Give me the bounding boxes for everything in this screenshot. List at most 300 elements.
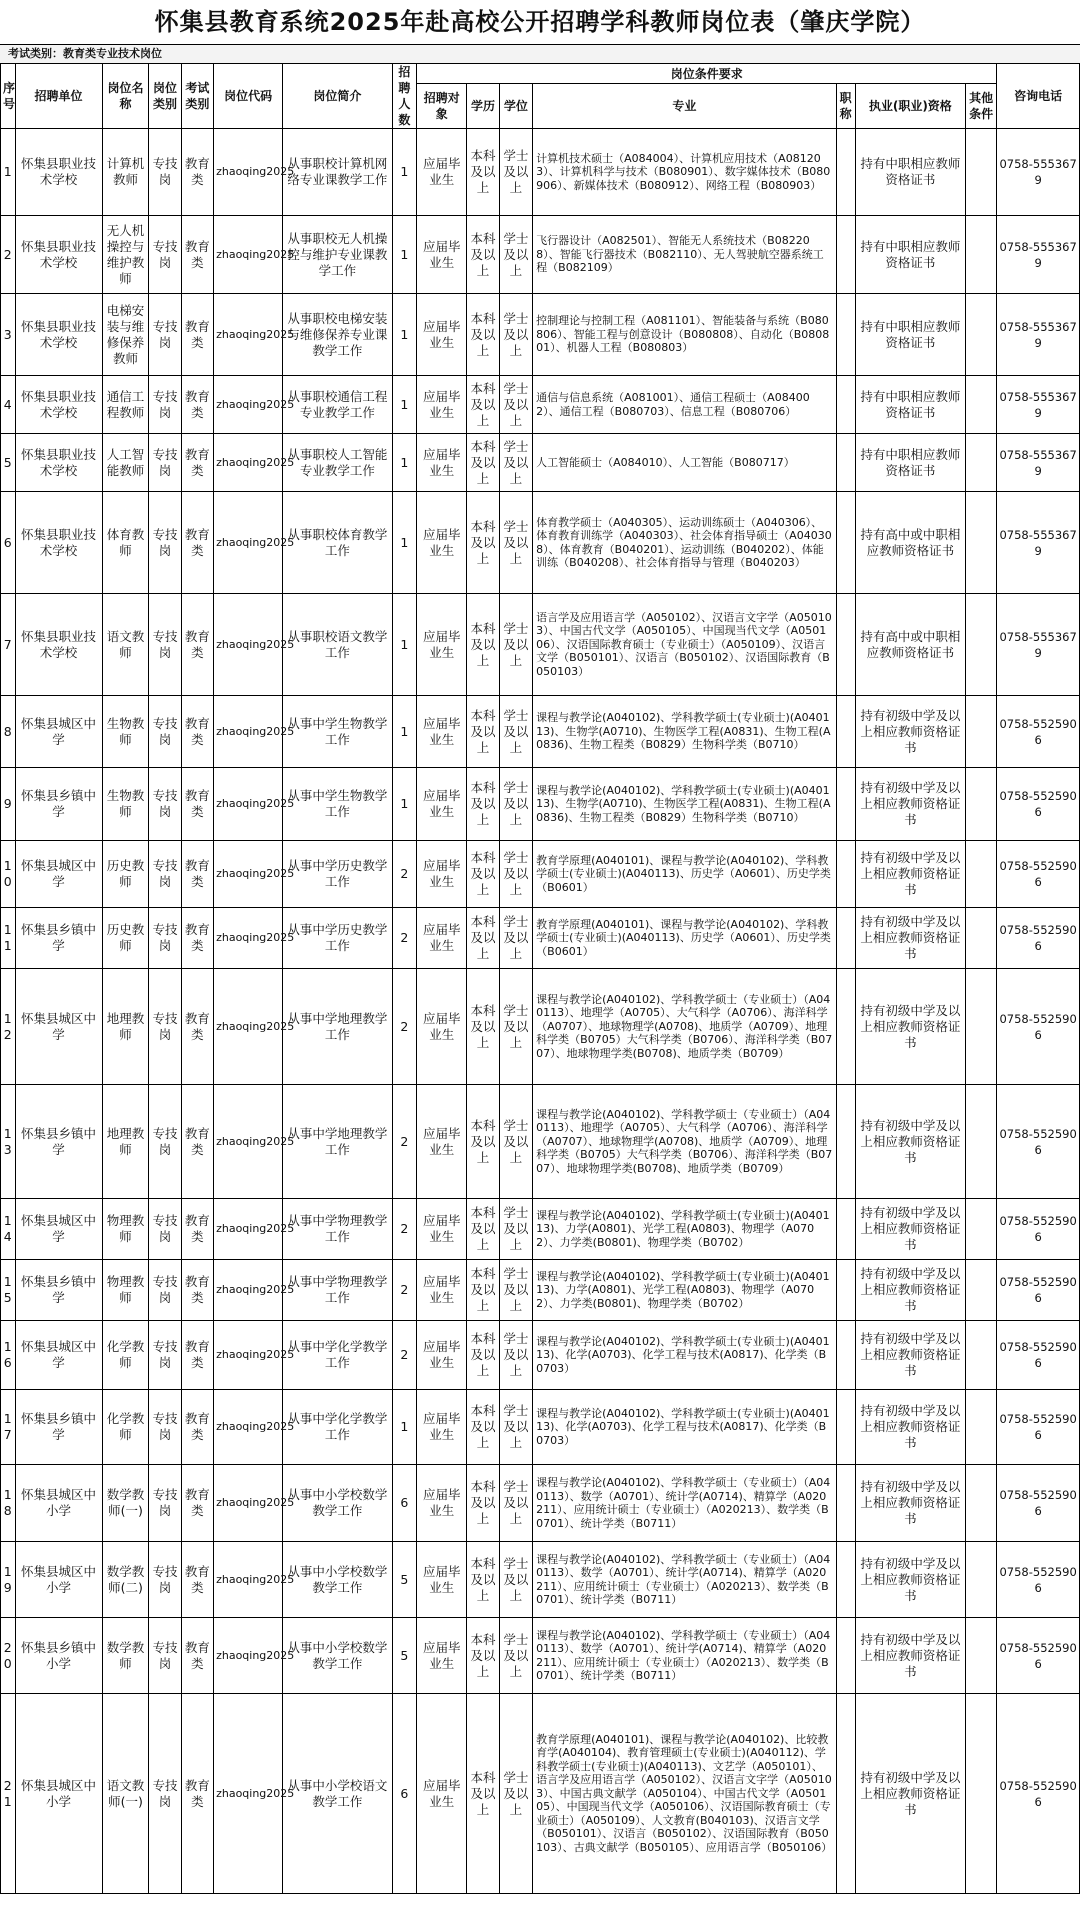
- cell-qual: 持有初级中学及以上相应教师资格证书: [855, 1542, 965, 1618]
- cell-tel: 0758-5553679: [997, 492, 1080, 594]
- cell-target: 应届毕业生: [417, 969, 467, 1085]
- cell-major: 课程与教学论(A040102)、学科教学硕士(专业硕士)(A040113)、生物学(A0710)、生物医学工程(A0831)、生物工程(A0836)、生物工程类（B0829）生物科学类（B0710）: [533, 696, 836, 768]
- cell-target: 应届毕业生: [417, 1085, 467, 1199]
- header-unit: 招聘单位: [15, 64, 102, 129]
- cell-post: 数学教师: [102, 1618, 149, 1694]
- cell-edu: 本科及以上: [467, 908, 499, 969]
- cell-degree: 学士及以上: [499, 434, 532, 492]
- cell-exam: 教育类: [181, 768, 213, 841]
- cell-major: 课程与教学论(A040102)、学科教学硕士（专业硕士）（A040113）、数学（A0701）、统计学(A0714)、精算学（A020211）、应用统计硕士（专业硕士）（A020213）、数学类（B0701）、统计学类（B0711）: [533, 1465, 836, 1542]
- cell-count: 6: [392, 1465, 417, 1542]
- cell-major: 计算机技术硕士（A084004）、计算机应用技术（A081203）、计算机科学与技术（B080901）、数字媒体技术（B080906）、新媒体技术（B080912）、网络工程（B080903）: [533, 129, 836, 216]
- cell-target: 应届毕业生: [417, 1542, 467, 1618]
- cell-edu: 本科及以上: [467, 1260, 499, 1321]
- cell-qual: 持有初级中学及以上相应教师资格证书: [855, 1465, 965, 1542]
- cell-type: 专技岗: [149, 696, 181, 768]
- cell-degree: 学士及以上: [499, 1260, 532, 1321]
- cell-major: 教育学原理(A040101)、课程与教学论(A040102)、学科教学硕士(专业硕士)(A040113)、历史学（A0601）、历史学类（B0601）: [533, 908, 836, 969]
- cell-major: 语言学及应用语言学（A050102）、汉语言文字学（A050103）、中国古代文学（A050105）、中国现当代文学（A050106）、汉语国际教育硕士（专业硕士）（A050109）、汉语言文学（B050101）、汉语言（B050102）、汉语国际教育（B050103）: [533, 594, 836, 696]
- cell-seq: 18: [1, 1465, 16, 1542]
- cell-target: 应届毕业生: [417, 1199, 467, 1260]
- cell-title: [836, 129, 855, 216]
- cell-other: [966, 1618, 997, 1694]
- table-row: [1, 1465, 1080, 1542]
- cell-qual: 持有中职相应教师资格证书: [855, 376, 965, 434]
- cell-other: [966, 129, 997, 216]
- cell-major: 人工智能硕士（A084010）、人工智能（B080717）: [533, 434, 836, 492]
- exam-category: 考试类别：教育类专业技术岗位: [0, 44, 1080, 63]
- cell-other: [966, 1085, 997, 1199]
- cell-exam: 教育类: [181, 594, 213, 696]
- cell-intro: 从事中学化学教学工作: [283, 1390, 392, 1465]
- cell-unit: 怀集县乡镇中学: [15, 1260, 102, 1321]
- cell-degree: 学士及以上: [499, 216, 532, 294]
- table-row: [1, 1390, 1080, 1465]
- cell-intro: 从事职校通信工程专业教学工作: [283, 376, 392, 434]
- cell-unit: 怀集县职业技术学校: [15, 129, 102, 216]
- cell-title: [836, 1199, 855, 1260]
- cell-code: zhaoqing2025: [214, 434, 283, 492]
- cell-post: 历史教师: [102, 908, 149, 969]
- cell-title: [836, 1390, 855, 1465]
- cell-tel: 0758-5553679: [997, 594, 1080, 696]
- cell-degree: 学士及以上: [499, 594, 532, 696]
- cell-other: [966, 1542, 997, 1618]
- cell-tel: 0758-5553679: [997, 216, 1080, 294]
- table-row: [1, 969, 1080, 1085]
- cell-title: [836, 216, 855, 294]
- cell-seq: 15: [1, 1260, 16, 1321]
- cell-code: zhaoqing2025: [214, 1260, 283, 1321]
- cell-intro: 从事职校电梯安装与维修保养专业课教学工作: [283, 294, 392, 376]
- cell-intro: 从事中学化学教学工作: [283, 1321, 392, 1390]
- cell-seq: 5: [1, 434, 16, 492]
- cell-exam: 教育类: [181, 492, 213, 594]
- cell-qual: 持有初级中学及以上相应教师资格证书: [855, 1618, 965, 1694]
- cell-edu: 本科及以上: [467, 1542, 499, 1618]
- cell-seq: 16: [1, 1321, 16, 1390]
- cell-qual: 持有初级中学及以上相应教师资格证书: [855, 1199, 965, 1260]
- cell-code: zhaoqing2025: [214, 594, 283, 696]
- cell-edu: 本科及以上: [467, 1390, 499, 1465]
- cell-title: [836, 1321, 855, 1390]
- cell-code: zhaoqing2025: [214, 1321, 283, 1390]
- cell-qual: 持有初级中学及以上相应教师资格证书: [855, 1694, 965, 1894]
- cell-edu: 本科及以上: [467, 1618, 499, 1694]
- cell-other: [966, 594, 997, 696]
- cell-degree: 学士及以上: [499, 1085, 532, 1199]
- cell-edu: 本科及以上: [467, 1694, 499, 1894]
- cell-type: 专技岗: [149, 1260, 181, 1321]
- cell-intro: 从事职校语文教学工作: [283, 594, 392, 696]
- cell-exam: 教育类: [181, 1694, 213, 1894]
- cell-edu: 本科及以上: [467, 969, 499, 1085]
- cell-post: 生物教师: [102, 768, 149, 841]
- cell-other: [966, 216, 997, 294]
- cell-exam: 教育类: [181, 1542, 213, 1618]
- cell-count: 2: [392, 1085, 417, 1199]
- cell-type: 专技岗: [149, 594, 181, 696]
- cell-unit: 怀集县城区中小学: [15, 1465, 102, 1542]
- cell-post: 电梯安装与维修保养教师: [102, 294, 149, 376]
- cell-target: 应届毕业生: [417, 841, 467, 908]
- cell-intro: 从事职校体育教学工作: [283, 492, 392, 594]
- cell-intro: 从事职校无人机操控与维护专业课教学工作: [283, 216, 392, 294]
- table-row: [1, 434, 1080, 492]
- cell-tel: 0758-5525906: [997, 1321, 1080, 1390]
- table-row: [1, 1694, 1080, 1894]
- cell-post: 数学教师(二): [102, 1542, 149, 1618]
- header-title-req: 职称: [836, 84, 855, 129]
- cell-code: zhaoqing2025: [214, 1390, 283, 1465]
- cell-exam: 教育类: [181, 696, 213, 768]
- cell-qual: 持有中职相应教师资格证书: [855, 216, 965, 294]
- cell-target: 应届毕业生: [417, 1260, 467, 1321]
- cell-tel: 0758-5525906: [997, 1618, 1080, 1694]
- cell-qual: 持有中职相应教师资格证书: [855, 129, 965, 216]
- cell-edu: 本科及以上: [467, 1085, 499, 1199]
- positions-table: [0, 63, 1080, 1894]
- cell-title: [836, 696, 855, 768]
- cell-unit: 怀集县职业技术学校: [15, 492, 102, 594]
- cell-degree: 学士及以上: [499, 1321, 532, 1390]
- header-seq: 序号: [1, 64, 16, 129]
- cell-code: zhaoqing2025: [214, 294, 283, 376]
- cell-count: 1: [392, 696, 417, 768]
- cell-major: 课程与教学论(A040102)、学科教学硕士(专业硕士)(A040113)、力学(A0801)、光学工程(A0803)、物理学（A0702）、力学类(B0801)、物理学类（B0702）: [533, 1260, 836, 1321]
- cell-major: 体育教学硕士（A040305）、运动训练硕士（A040306）、体育教育训练学（A040303）、社会体育指导硕士（A040308）、体育教育（B040201）、运动训练（B040202）、体能训练（B040208）、社会体育指导与管理（B040203）: [533, 492, 836, 594]
- cell-qual: 持有初级中学及以上相应教师资格证书: [855, 841, 965, 908]
- cell-type: 专技岗: [149, 129, 181, 216]
- cell-code: zhaoqing2025: [214, 1085, 283, 1199]
- cell-code: zhaoqing2025: [214, 129, 283, 216]
- cell-type: 专技岗: [149, 294, 181, 376]
- cell-seq: 13: [1, 1085, 16, 1199]
- cell-count: 1: [392, 294, 417, 376]
- cell-post: 物理教师: [102, 1260, 149, 1321]
- table-row: [1, 696, 1080, 768]
- header-exam-type: 考试类别: [181, 64, 213, 129]
- cell-title: [836, 492, 855, 594]
- table-row: [1, 1321, 1080, 1390]
- cell-degree: 学士及以上: [499, 1618, 532, 1694]
- cell-count: 2: [392, 1260, 417, 1321]
- cell-type: 专技岗: [149, 376, 181, 434]
- cell-degree: 学士及以上: [499, 1465, 532, 1542]
- cell-edu: 本科及以上: [467, 1465, 499, 1542]
- cell-type: 专技岗: [149, 434, 181, 492]
- cell-exam: 教育类: [181, 1618, 213, 1694]
- cell-qual: 持有初级中学及以上相应教师资格证书: [855, 768, 965, 841]
- cell-edu: 本科及以上: [467, 1199, 499, 1260]
- cell-post: 无人机操控与维护教师: [102, 216, 149, 294]
- header-major: 专业: [533, 84, 836, 129]
- cell-other: [966, 294, 997, 376]
- cell-type: 专技岗: [149, 1390, 181, 1465]
- cell-intro: 从事职校计算机网络专业课教学工作: [283, 129, 392, 216]
- cell-tel: 0758-5525906: [997, 696, 1080, 768]
- cell-target: 应届毕业生: [417, 434, 467, 492]
- cell-target: 应届毕业生: [417, 1694, 467, 1894]
- cell-other: [966, 696, 997, 768]
- cell-intro: 从事中小学校语文教学工作: [283, 1694, 392, 1894]
- cell-other: [966, 1465, 997, 1542]
- table-row: [1, 841, 1080, 908]
- cell-post: 计算机教师: [102, 129, 149, 216]
- cell-title: [836, 1542, 855, 1618]
- cell-qual: 持有高中或中职相应教师资格证书: [855, 594, 965, 696]
- cell-count: 5: [392, 1618, 417, 1694]
- cell-seq: 14: [1, 1199, 16, 1260]
- cell-tel: 0758-5525906: [997, 1085, 1080, 1199]
- cell-degree: 学士及以上: [499, 969, 532, 1085]
- cell-post: 物理教师: [102, 1199, 149, 1260]
- cell-tel: 0758-5525906: [997, 841, 1080, 908]
- cell-count: 1: [392, 768, 417, 841]
- cell-post: 地理教师: [102, 1085, 149, 1199]
- cell-code: zhaoqing2025: [214, 1694, 283, 1894]
- cell-type: 专技岗: [149, 1085, 181, 1199]
- cell-unit: 怀集县城区中小学: [15, 1542, 102, 1618]
- cell-unit: 怀集县职业技术学校: [15, 294, 102, 376]
- cell-code: zhaoqing2025: [214, 1199, 283, 1260]
- cell-edu: 本科及以上: [467, 434, 499, 492]
- cell-edu: 本科及以上: [467, 841, 499, 908]
- cell-qual: 持有中职相应教师资格证书: [855, 434, 965, 492]
- cell-tel: 0758-5553679: [997, 129, 1080, 216]
- cell-other: [966, 376, 997, 434]
- cell-type: 专技岗: [149, 768, 181, 841]
- cell-post: 化学教师: [102, 1390, 149, 1465]
- cell-qual: 持有高中或中职相应教师资格证书: [855, 492, 965, 594]
- header-other: 其他条件: [966, 84, 997, 129]
- cell-degree: 学士及以上: [499, 1199, 532, 1260]
- cell-post: 地理教师: [102, 969, 149, 1085]
- cell-count: 2: [392, 841, 417, 908]
- cell-exam: 教育类: [181, 434, 213, 492]
- table-row: [1, 376, 1080, 434]
- cell-intro: 从事中小学校数学教学工作: [283, 1542, 392, 1618]
- cell-title: [836, 1465, 855, 1542]
- cell-major: 课程与教学论(A040102)、学科教学硕士(专业硕士)(A040113)、化学(A0703)、化学工程与技术(A0817)、化学类（B0703）: [533, 1321, 836, 1390]
- cell-edu: 本科及以上: [467, 216, 499, 294]
- cell-count: 1: [392, 434, 417, 492]
- cell-intro: 从事中学生物教学工作: [283, 696, 392, 768]
- cell-target: 应届毕业生: [417, 216, 467, 294]
- cell-code: zhaoqing2025: [214, 1465, 283, 1542]
- cell-major: 课程与教学论(A040102)、学科教学硕士(专业硕士)(A040113)、力学(A0801)、光学工程(A0803)、物理学（A0702）、力学类(B0801)、物理学类（B0702）: [533, 1199, 836, 1260]
- cell-exam: 教育类: [181, 1465, 213, 1542]
- cell-exam: 教育类: [181, 376, 213, 434]
- cell-post: 通信工程教师: [102, 376, 149, 434]
- cell-title: [836, 969, 855, 1085]
- cell-seq: 4: [1, 376, 16, 434]
- page-title: 怀集县教育系统2025年赴高校公开招聘学科教师岗位表（肇庆学院）: [154, 8, 926, 36]
- cell-post: 人工智能教师: [102, 434, 149, 492]
- cell-count: 2: [392, 969, 417, 1085]
- table-row: [1, 129, 1080, 216]
- cell-seq: 9: [1, 768, 16, 841]
- cell-degree: 学士及以上: [499, 696, 532, 768]
- cell-title: [836, 1260, 855, 1321]
- cell-unit: 怀集县乡镇中学: [15, 1390, 102, 1465]
- cell-exam: 教育类: [181, 294, 213, 376]
- cell-exam: 教育类: [181, 216, 213, 294]
- cell-type: 专技岗: [149, 216, 181, 294]
- cell-code: zhaoqing2025: [214, 216, 283, 294]
- cell-seq: 21: [1, 1694, 16, 1894]
- table-row: [1, 1085, 1080, 1199]
- cell-unit: 怀集县乡镇中学: [15, 1085, 102, 1199]
- header-post-type: 岗位类别: [149, 64, 181, 129]
- cell-type: 专技岗: [149, 1465, 181, 1542]
- cell-major: 教育学原理(A040101)、课程与教学论(A040102)、学科教学硕士(专业硕士)(A040113)、历史学（A0601）、历史学类（B0601）: [533, 841, 836, 908]
- cell-tel: 0758-5525906: [997, 1465, 1080, 1542]
- cell-intro: 从事中学物理教学工作: [283, 1260, 392, 1321]
- cell-count: 1: [392, 492, 417, 594]
- cell-qual: 持有初级中学及以上相应教师资格证书: [855, 1260, 965, 1321]
- cell-unit: 怀集县城区中学: [15, 969, 102, 1085]
- cell-degree: 学士及以上: [499, 1542, 532, 1618]
- cell-unit: 怀集县城区中学: [15, 841, 102, 908]
- cell-unit: 怀集县职业技术学校: [15, 434, 102, 492]
- cell-title: [836, 841, 855, 908]
- cell-qual: 持有初级中学及以上相应教师资格证书: [855, 696, 965, 768]
- cell-unit: 怀集县城区中学: [15, 1321, 102, 1390]
- cell-degree: 学士及以上: [499, 908, 532, 969]
- cell-count: 2: [392, 1199, 417, 1260]
- cell-major: 课程与教学论(A040102)、学科教学硕士（专业硕士）（A040113）、数学（A0701）、统计学(A0714)、精算学（A020211）、应用统计硕士（专业硕士）（A020213）、数学类（B0701）、统计学类（B0711）: [533, 1542, 836, 1618]
- cell-seq: 6: [1, 492, 16, 594]
- cell-target: 应届毕业生: [417, 1321, 467, 1390]
- cell-count: 2: [392, 1321, 417, 1390]
- table-row: [1, 1618, 1080, 1694]
- cell-edu: 本科及以上: [467, 294, 499, 376]
- cell-target: 应届毕业生: [417, 1390, 467, 1465]
- cell-unit: 怀集县乡镇中小学: [15, 1618, 102, 1694]
- cell-other: [966, 492, 997, 594]
- cell-tel: 0758-5553679: [997, 434, 1080, 492]
- cell-title: [836, 1694, 855, 1894]
- cell-tel: 0758-5525906: [997, 1694, 1080, 1894]
- cell-tel: 0758-5525906: [997, 969, 1080, 1085]
- cell-post: 历史教师: [102, 841, 149, 908]
- cell-seq: 1: [1, 129, 16, 216]
- cell-seq: 11: [1, 908, 16, 969]
- cell-title: [836, 434, 855, 492]
- cell-degree: 学士及以上: [499, 294, 532, 376]
- cell-post: 数学教师(一): [102, 1465, 149, 1542]
- cell-exam: 教育类: [181, 1085, 213, 1199]
- cell-exam: 教育类: [181, 1260, 213, 1321]
- cell-title: [836, 376, 855, 434]
- cell-degree: 学士及以上: [499, 376, 532, 434]
- cell-post: 生物教师: [102, 696, 149, 768]
- cell-major: 教育学原理(A040101)、课程与教学论(A040102)、比较教育学(A040104)、教育管理硕士(专业硕士)(A040112)、学科教学硕士(专业硕士)(A040113)、文艺学（A050101）、语言学及应用语言学（A050102）、汉语言文字学（A050103）、中国古典文献学（A050104）、中国古代文学（A050105）、中国现当代文学（A050106）、汉语国际教育硕士（专业硕士）（A050109）、人文教育(B040103)、汉语言文学（B050101）、汉语言（B050102）、汉语国际教育（B050103）、古典文献学（B050105）、应用语言学（B050106）: [533, 1694, 836, 1894]
- cell-major: 课程与教学论(A040102)、学科教学硕士(专业硕士)(A040113)、化学(A0703)、化学工程与技术(A0817)、化学类（B0703）: [533, 1390, 836, 1465]
- cell-count: 5: [392, 1542, 417, 1618]
- cell-seq: 8: [1, 696, 16, 768]
- cell-qual: 持有中职相应教师资格证书: [855, 294, 965, 376]
- cell-tel: 0758-5525906: [997, 1542, 1080, 1618]
- table-row: [1, 594, 1080, 696]
- cell-type: 专技岗: [149, 1694, 181, 1894]
- cell-intro: 从事中学物理教学工作: [283, 1199, 392, 1260]
- cell-major: 课程与教学论(A040102)、学科教学硕士（专业硕士）（A040113）、地理学（A0705）、大气科学（A0706）、海洋科学（A0707）、地球物理学(A0708)、地质学（A0709）、地理科学类（B0705）大气科学类（B0706）、海洋科学类（B0707）、地球物理学类(B0708)、地质学类（B0709）: [533, 1085, 836, 1199]
- cell-intro: 从事中学历史教学工作: [283, 841, 392, 908]
- cell-major: 课程与教学论(A040102)、学科教学硕士（专业硕士）（A040113）、地理学（A0705）、大气科学（A0706）、海洋科学（A0707）、地球物理学(A0708)、地质学（A0709）、地理科学类（B0705）大气科学类（B0706）、海洋科学类（B0707）、地球物理学类(B0708)、地质学类（B0709）: [533, 969, 836, 1085]
- header-tel: 咨询电话: [997, 64, 1080, 129]
- cell-count: 1: [392, 376, 417, 434]
- cell-type: 专技岗: [149, 1542, 181, 1618]
- cell-count: 1: [392, 129, 417, 216]
- cell-code: zhaoqing2025: [214, 768, 283, 841]
- header-count: 招聘人数: [392, 64, 417, 129]
- cell-intro: 从事中学地理教学工作: [283, 969, 392, 1085]
- cell-seq: 3: [1, 294, 16, 376]
- cell-seq: 12: [1, 969, 16, 1085]
- cell-unit: 怀集县乡镇中学: [15, 908, 102, 969]
- cell-edu: 本科及以上: [467, 376, 499, 434]
- cell-edu: 本科及以上: [467, 696, 499, 768]
- cell-target: 应届毕业生: [417, 376, 467, 434]
- table-row: [1, 216, 1080, 294]
- cell-tel: 0758-5553679: [997, 376, 1080, 434]
- cell-unit: 怀集县职业技术学校: [15, 216, 102, 294]
- cell-code: zhaoqing2025: [214, 376, 283, 434]
- cell-intro: 从事中学生物教学工作: [283, 768, 392, 841]
- cell-other: [966, 1694, 997, 1894]
- cell-count: 6: [392, 1694, 417, 1894]
- cell-qual: 持有初级中学及以上相应教师资格证书: [855, 1321, 965, 1390]
- cell-post: 化学教师: [102, 1321, 149, 1390]
- cell-target: 应届毕业生: [417, 294, 467, 376]
- cell-exam: 教育类: [181, 841, 213, 908]
- cell-tel: 0758-5525906: [997, 1199, 1080, 1260]
- cell-target: 应届毕业生: [417, 768, 467, 841]
- cell-seq: 10: [1, 841, 16, 908]
- cell-unit: 怀集县职业技术学校: [15, 376, 102, 434]
- cell-exam: 教育类: [181, 969, 213, 1085]
- cell-target: 应届毕业生: [417, 908, 467, 969]
- header-post-name: 岗位名称: [102, 64, 149, 129]
- cell-code: zhaoqing2025: [214, 908, 283, 969]
- cell-count: 1: [392, 216, 417, 294]
- header-intro: 岗位简介: [283, 64, 392, 129]
- cell-intro: 从事中学地理教学工作: [283, 1085, 392, 1199]
- table-row: [1, 768, 1080, 841]
- cell-type: 专技岗: [149, 841, 181, 908]
- cell-edu: 本科及以上: [467, 1321, 499, 1390]
- cell-title: [836, 294, 855, 376]
- cell-other: [966, 1321, 997, 1390]
- cell-title: [836, 1618, 855, 1694]
- cell-unit: 怀集县城区中小学: [15, 1694, 102, 1894]
- cell-seq: 17: [1, 1390, 16, 1465]
- cell-unit: 怀集县职业技术学校: [15, 594, 102, 696]
- cell-type: 专技岗: [149, 492, 181, 594]
- header-post-code: 岗位代码: [214, 64, 283, 129]
- cell-type: 专技岗: [149, 1321, 181, 1390]
- header-target: 招聘对象: [417, 84, 467, 129]
- cell-exam: 教育类: [181, 129, 213, 216]
- cell-seq: 2: [1, 216, 16, 294]
- cell-qual: 持有初级中学及以上相应教师资格证书: [855, 1085, 965, 1199]
- table-row: [1, 908, 1080, 969]
- cell-intro: 从事中学历史教学工作: [283, 908, 392, 969]
- cell-post: 体育教师: [102, 492, 149, 594]
- cell-code: zhaoqing2025: [214, 696, 283, 768]
